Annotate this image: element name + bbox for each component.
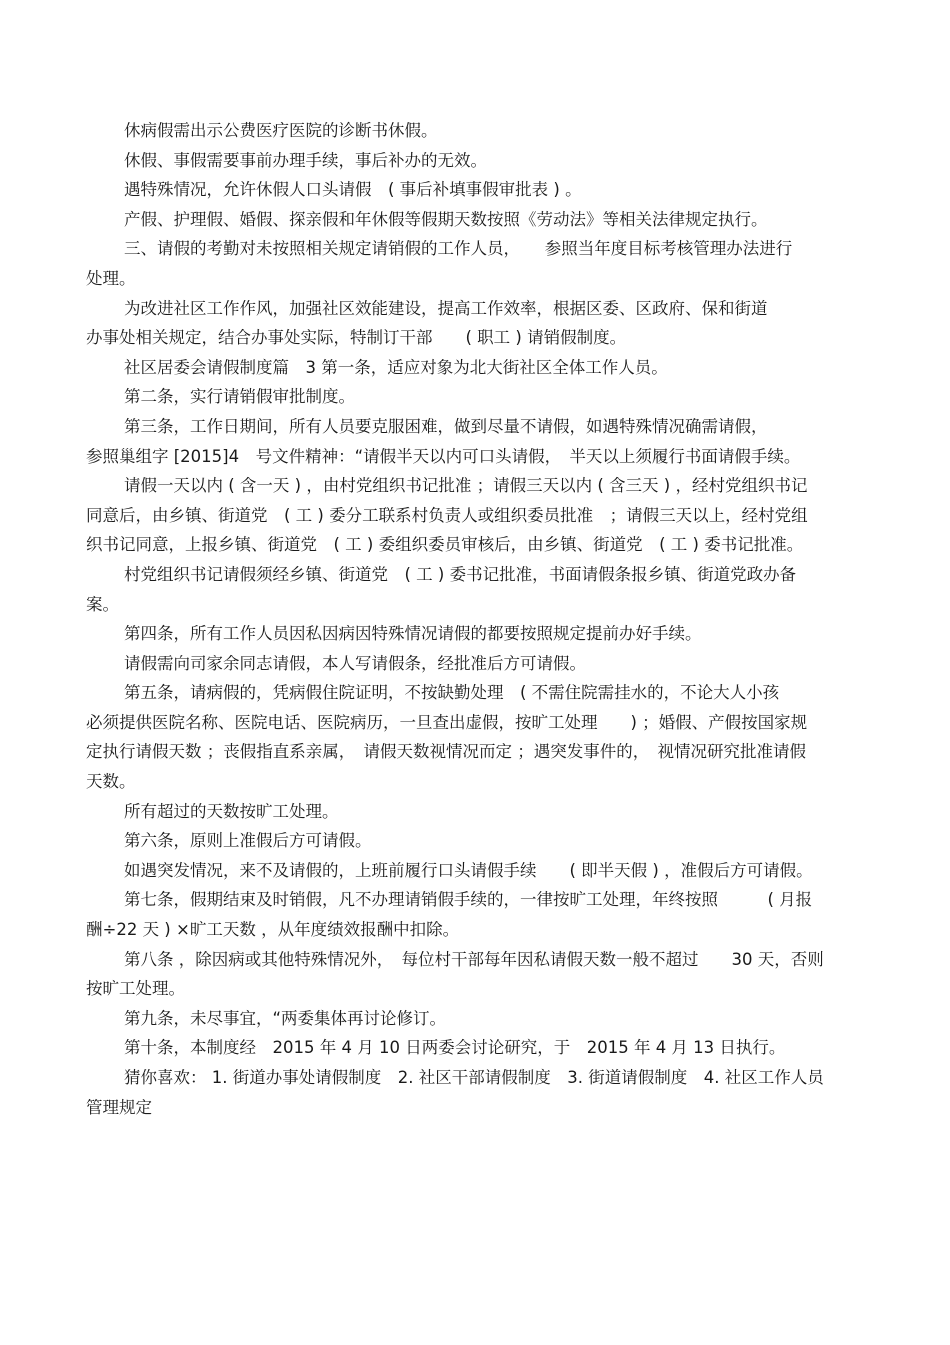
text-line: 第六条，原则上准假后方可请假。 bbox=[124, 831, 372, 851]
text-line: 猜你喜欢： 1. 街道办事处请假制度 2. 社区干部请假制度 3. 街道请假制度 4. 社区工作人员 bbox=[124, 1068, 824, 1087]
text-line: 按旷工处理。 bbox=[86, 979, 185, 999]
text-line: 三、请假的考勤对未按照相关规定请销假的工作人员， 参照当年度目标考核管理办法进行 bbox=[124, 239, 793, 259]
document-body bbox=[86, 116, 866, 1122]
text-line: 办事处相关规定，结合办事处实际，特制订干部 ( 职工 ) 请销假制度。 bbox=[86, 328, 627, 348]
text-line: 织书记同意，上报乡镇、街道党 ( 工 ) 委组织委员审核后，由乡镇、街道党 ( 工 ) 委书记批准。 bbox=[86, 535, 804, 555]
text-line: 如遇突发情况，来不及请假的，上班前履行口头请假手续 ( 即半天假 ) ，准假后方可请假。 bbox=[124, 860, 813, 880]
text-line: 休病假需出示公费医疗医院的诊断书休假。 bbox=[124, 121, 438, 140]
text-line: 休假、事假需要事前办理手续，事后补办的无效。 bbox=[124, 150, 487, 170]
text-line: 第八条 ，除因病或其他特殊情况外， 每位村干部每年因私请假天数一般不超过 30 天，否则 bbox=[124, 949, 824, 969]
text-line: 第二条，实行请销假审批制度。 bbox=[124, 387, 355, 407]
text-line: 管理规定 bbox=[86, 1097, 152, 1117]
text-line: 第七条，假期结束及时销假，凡不办理请销假手续的，一律按旷工处理，年终按照 ( 月报 bbox=[124, 890, 813, 910]
text-line: 村党组织书记请假须经乡镇、街道党 ( 工 ) 委书记批准，书面请假条报乡镇、街道党政办备 bbox=[124, 564, 797, 584]
text-line: 同意后，由乡镇、街道党 ( 工 ) 委分工联系村负责人或组织委员批准 ；请假三天以上，经村党组 bbox=[86, 505, 808, 525]
text-line: 酬÷22 天 ) ×旷工天数 ，从年度绩效报酬中扣除。 bbox=[86, 920, 460, 940]
text-line: 天数。 bbox=[86, 772, 136, 792]
text-line: 第四条，所有工作人员因私因病因特殊情况请假的都要按照规定提前办好手续。 bbox=[124, 624, 702, 644]
text-line: 定执行请假天数 ；丧假指直系亲属， 请假天数视情况而定 ；遇突发事件的， 视情况研究批准请假 bbox=[86, 742, 806, 762]
text-line: 产假、护理假、婚假、探亲假和年休假等假期天数按照《劳动法》等相关法律规定执行。 bbox=[124, 209, 768, 229]
text-line: 遇特殊情况，允许休假人口头请假 ( 事后补填事假审批表 ) 。 bbox=[124, 180, 582, 200]
text-line: 参照巢组字 [2015]4 号文件精神：“请假半天以内可口头请假， 半天以上须履行书面请假手续。 bbox=[86, 446, 801, 466]
text-line: 第九条，未尽事宜，“两委集体再讨论修订。 bbox=[124, 1008, 447, 1028]
text-line: 为改进社区工作作风，加强社区效能建设，提高工作效率，根据区委、区政府、保和街道 bbox=[124, 298, 768, 318]
text-line: 第五条，请病假的，凭病假住院证明，不按缺勤处理 ( 不需住院需挂水的，不论大人小孩 bbox=[124, 683, 780, 703]
text-line: 案。 bbox=[86, 594, 119, 614]
text-line: 第十条，本制度经 2015 年 4 月 10 日两委会讨论研究，于 2015 年 4 月 13 日执行。 bbox=[124, 1038, 786, 1058]
text-line: 必须提供医院名称、医院电话、医院病历，一旦查出虚假，按旷工处理 ) ；婚假、产假按国家规 bbox=[86, 712, 808, 732]
text-line: 社区居委会请假制度篇 3 第一条，适应对象为北大街社区全体工作人员。 bbox=[124, 357, 668, 377]
text-line: 所有超过的天数按旷工处理。 bbox=[124, 801, 339, 821]
text-line: 处理。 bbox=[86, 268, 136, 288]
text-line: 第三条，工作日期间，所有人员要克服困难，做到尽量不请假，如遇特殊情况确需请假， bbox=[124, 416, 768, 436]
text-line: 请假一天以内 ( 含一天 ) ，由村党组织书记批准 ；请假三天以内 ( 含三天 ) ，经村党组织书记 bbox=[124, 476, 808, 496]
text-line: 请假需向司家余同志请假，本人写请假条，经批准后方可请假。 bbox=[124, 653, 586, 673]
